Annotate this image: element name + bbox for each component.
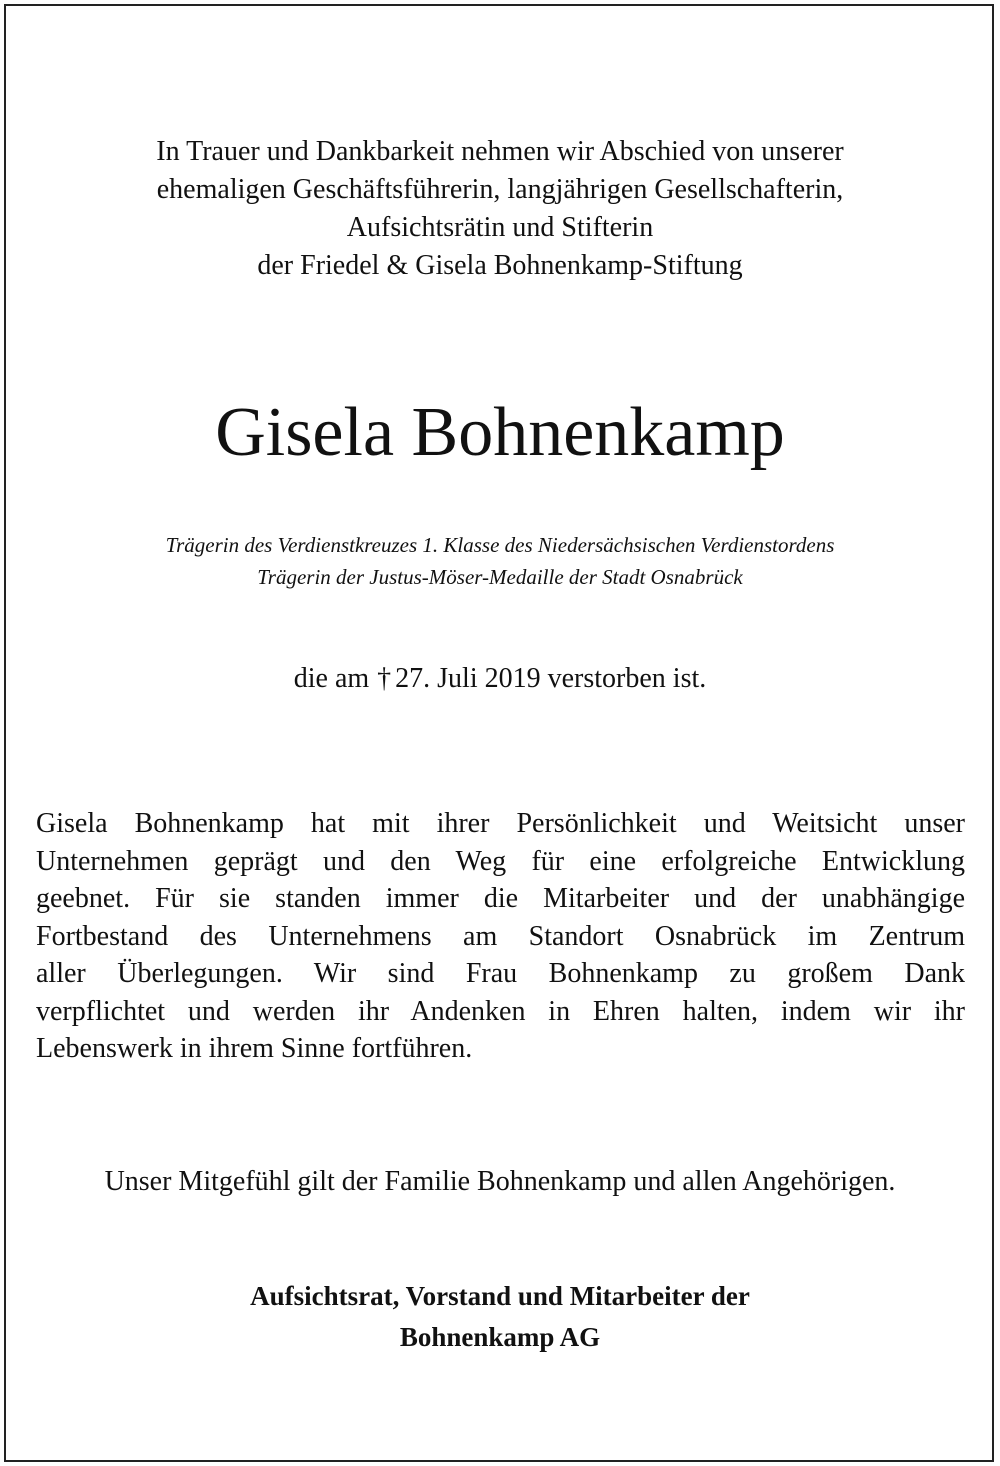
intro-line: Aufsichtsrätin und Stifterin [346, 212, 654, 243]
death-date: 27. Juli 2019 verstorben ist. [395, 663, 707, 694]
tribute-line: aller Überlegungen. Wir sind Frau Bohnenkamp zu großem Dank [36, 958, 965, 989]
tribute-line: Lebenswerk in ihrem Sinne fortführen. [36, 1033, 473, 1064]
signature-line-1: Aufsichtsrat, Vorstand und Mitarbeiter der [250, 1281, 750, 1311]
condolence-line: Unser Mitgefühl gilt der Familie Bohnenkamp und allen Angehörigen. [104, 1166, 896, 1197]
tribute-line: Gisela Bohnenkamp hat mit ihrer Persönlichkeit und Weitsicht unser [36, 808, 965, 839]
tribute-line: Unternehmen geprägt und den Weg für eine erfolgreiche Entwicklung [36, 845, 965, 877]
tribute-line: Fortbestand des Unternehmens am Standort Osnabrück im Zentrum [36, 920, 965, 952]
intro-line: ehemaligen Geschäftsführerin, langjährigen Gesellschafterin, [156, 174, 844, 205]
tribute-line: verpflichtet und werden ihr Andenken in Ehren halten, indem wir ihr [36, 995, 965, 1027]
signature-block [0, 1276, 1000, 1358]
honor-line: Trägerin des Verdienstkreuzes 1. Klasse des Niedersächsischen Verdienstordens [165, 533, 835, 557]
death-prefix: die am [293, 663, 370, 694]
honors-list [0, 529, 1000, 593]
deceased-name: Gisela Bohnenkamp [215, 394, 785, 471]
intro-line: In Trauer und Dankbarkeit nehmen wir Abschied von unserer [156, 136, 844, 167]
signature-company: Bohnenkamp AG [399, 1322, 601, 1352]
cross-icon: † [377, 663, 392, 694]
tribute-paragraph [36, 805, 965, 1068]
intro-paragraph [0, 133, 1000, 285]
death-date-line [0, 659, 1000, 699]
honor-line: Trägerin der Justus-Möser-Medaille der Stadt Osnabrück [257, 565, 743, 589]
intro-line: der Friedel & Gisela Bohnenkamp-Stiftung [257, 250, 743, 281]
tribute-line: geebnet. Für sie standen immer die Mitarbeiter und der unabhängige [36, 883, 965, 914]
